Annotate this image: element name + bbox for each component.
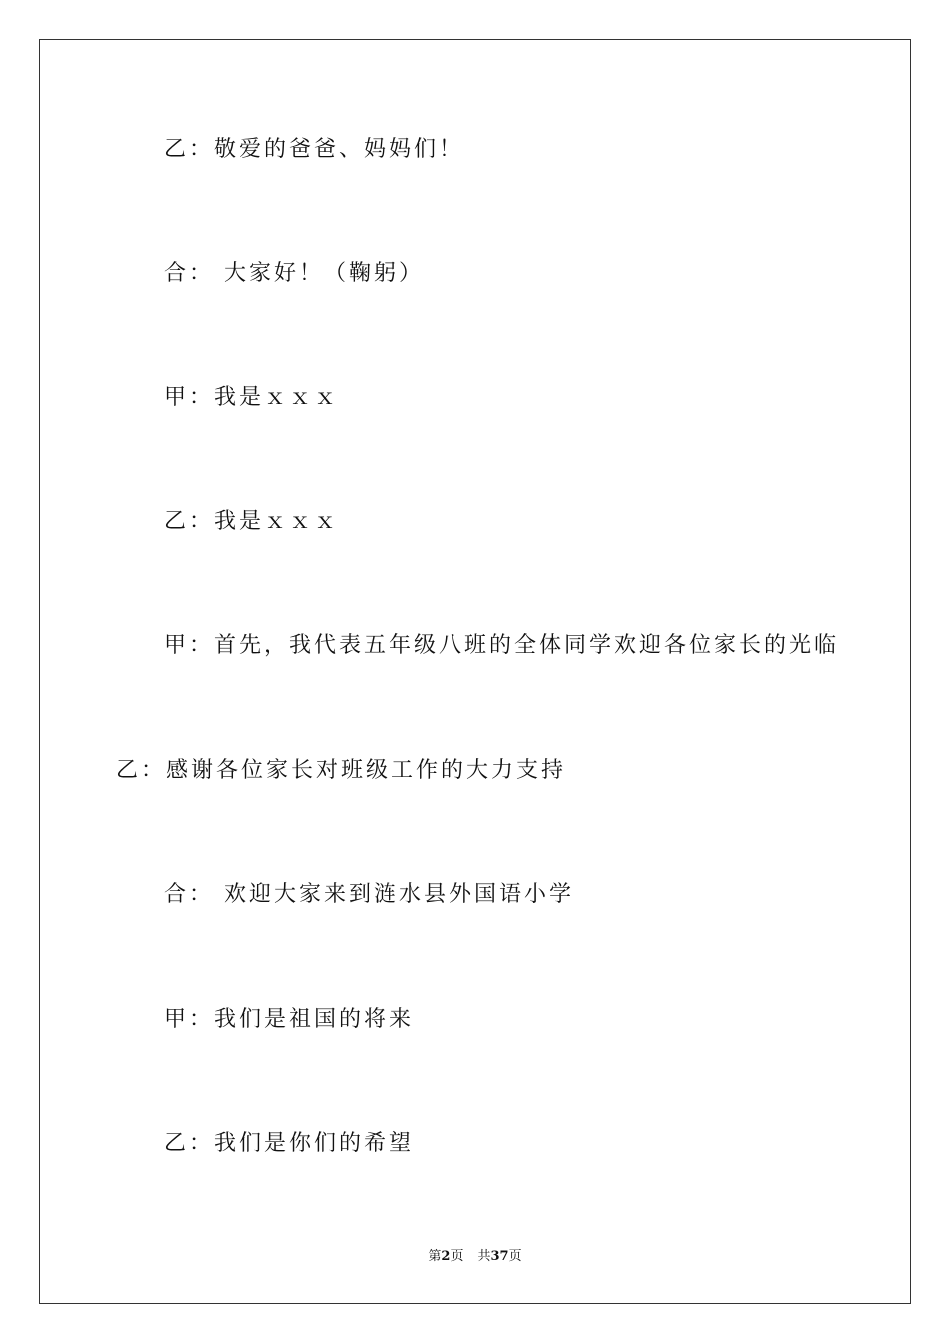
page-prefix: 第 xyxy=(428,1249,442,1264)
total-suffix: 页 xyxy=(508,1249,522,1264)
text-line-7: 合： 欢迎大家来到涟水县外国语小学 xyxy=(164,882,574,907)
text-line-2: 合： 大家好！（鞠躬） xyxy=(164,261,424,286)
total-pages: 37 xyxy=(490,1249,509,1264)
text-line-5: 甲：首先，我代表五年级八班的全体同学欢迎各位家长的光临 xyxy=(164,633,840,658)
page-frame xyxy=(39,39,911,1304)
text-line-6: 乙：感谢各位家长对班级工作的大力支持 xyxy=(116,758,567,783)
text-line-4: 乙：我是ｘｘｘ xyxy=(164,509,340,534)
page-footer xyxy=(0,1248,950,1266)
page-suffix: 页 xyxy=(450,1249,464,1264)
total-prefix: 共 xyxy=(477,1249,491,1264)
page-number: 2 xyxy=(441,1249,451,1264)
text-line-9: 乙：我们是你们的希望 xyxy=(164,1131,415,1156)
text-line-3: 甲：我是ｘｘｘ xyxy=(164,385,340,410)
text-line-1: 乙：敬爱的爸爸、妈妈们！ xyxy=(164,137,465,162)
text-line-8: 甲：我们是祖国的将来 xyxy=(164,1007,415,1032)
